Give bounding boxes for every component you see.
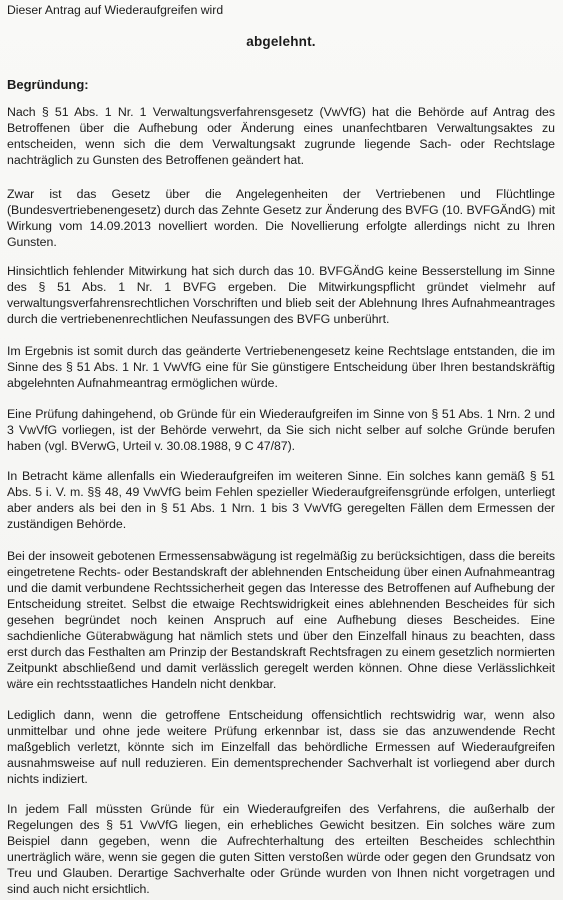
decision-text: abgelehnt. xyxy=(246,34,316,49)
paragraph-3: Hinsichtlich fehlender Mitwirkung hat sich durch das 10. BVFGÄndG keine Besserstellung im Sinne des § 51 Abs. 1 Nr. 1 BVFG ergeben. Die Mitwirkungspflicht gründet vielmehr auf verwaltungsverfahrensrechtlichen Vorschriften und blieb seit der Ablehnung Ihres Aufnahmeantrages durch die vertriebenenrechtlichen Neufassungen des BVFG unberührt. xyxy=(7,264,555,326)
intro-line: Dieser Antrag auf Wiederaufgreifen wird xyxy=(7,3,224,17)
paragraph-6: In Betracht käme allenfalls ein Wiederaufgreifen im weiteren Sinne. Ein solches kann gemäß § 51 Abs. 5 i. V. m. §§ 48, 49 VwVfG beim Fehlen spezieller Wiederaufgreifensgründe erfolgen, unterliegt aber anders als bei den in § 51 Abs. 1 Nrn. 1 bis 3 VwVfG geregelten Fällen dem Ermessen der zuständigen Behörde. xyxy=(7,469,555,531)
paragraph-1: Nach § 51 Abs. 1 Nr. 1 Verwaltungsverfahrensgesetz (VwVfG) hat die Behörde auf Antrag des Betroffenen über die Aufhebung oder Änderung eines unanfechtbaren Verwaltungsaktes zu entscheiden, wenn sich die dem Verwaltungsakt zugrunde liegende Sach- oder Rechtslage nachträglich zu Gunsten des Betroffenen geändert hat. xyxy=(7,105,555,167)
paragraph-9: In jedem Fall müssten Gründe für ein Wiederaufgreifen des Verfahrens, die außerhalb der Regelungen des § 51 VwVfG liegen, ein erhebliches Gewicht besitzen. Ein solches wäre zum Beispiel dann gegeben, wenn die Aufrechterhaltung des erteilten Bescheides schlechthin unerträglich wäre, wenn sie gegen die guten Sitten verstoßen würde oder gegen den Grundsatz von Treu und Glauben. Derartige Sachverhalte oder Gründe wurden von Ihnen nicht vorgetragen und sind auch nicht ersichtlich. xyxy=(7,802,555,896)
paragraph-4: Im Ergebnis ist somit durch das geänderte Vertriebenengesetz keine Rechtslage entstanden, die im Sinne des § 51 Abs. 1 Nr. 1 VwVfG eine für Sie günstigere Entscheidung über Ihren bestandskräftig abgelehnten Aufnahmeantrag ermöglichen würde. xyxy=(7,344,555,390)
paragraph-8: Lediglich dann, wenn die getroffene Entscheidung offensichtlich rechtswidrig war, wenn also unmittelbar und ohne jede weitere Prüfung erkennbar ist, dass sie das anzuwendende Recht maßgeblich verletzt, könnte sich im Einzelfall das behördliche Ermessen auf Wiederaufgreifen ausnahmsweise auf null reduzieren. Ein dementsprechender Sachverhalt ist vorliegend aber durch nichts indiziert. xyxy=(7,708,555,786)
paragraph-5: Eine Prüfung dahingehend, ob Gründe für ein Wiederaufgreifen im Sinne von § 51 Abs. 1 Nrn. 2 und 3 VwVfG vorliegen, ist der Behörde verwehrt, da Sie sich nicht selber auf solche Gründe berufen haben (vgl. BVerwG, Urteil v. 30.08.1988, 9 C 47/87). xyxy=(7,407,555,453)
paragraph-7: Bei der insoweit gebotenen Ermessensabwägung ist regelmäßig zu berücksichtigen, dass die bereits eingetretene Rechts- oder Bestandskraft der ablehnenden Entscheidung über einen Aufnahmeantrag und die damit verbundene Rechtssicherheit gegen das Interesse des Betroffenen auf Aufhebung der Entscheidung streitet. Selbst die etwaige Rechtswidrigkeit eines ablehnenden Bescheides für sich gesehen begründet noch keinen Anspruch auf eine Aufhebung dieses Bescheides. Eine sachdienliche Güterabwägung hat nämlich stets und über den Einzelfall hinaus zu beachten, dass erst durch das Festhalten am Prinzip der Bestandskraft Rechtsfragen zu einem gesetzlich normierten Zeitpunkt abschließend und damit verlässlich geregelt werden können. Ohne diese Verlässlichkeit wäre ein rechtsstaatliches Handeln nicht denkbar. xyxy=(7,549,555,691)
paragraph-2: Zwar ist das Gesetz über die Angelegenheiten der Vertriebenen und Flüchtlinge (Bundesvertriebenengesetz) durch das Zehnte Gesetz zur Änderung des BVFG (10. BVFGÄndG) mit Wirkung vom 14.09.2013 novelliert worden. Die Novellierung erfolgte allerdings nicht zu Ihren Gunsten. xyxy=(7,187,555,249)
section-heading: Begründung: xyxy=(7,77,89,92)
